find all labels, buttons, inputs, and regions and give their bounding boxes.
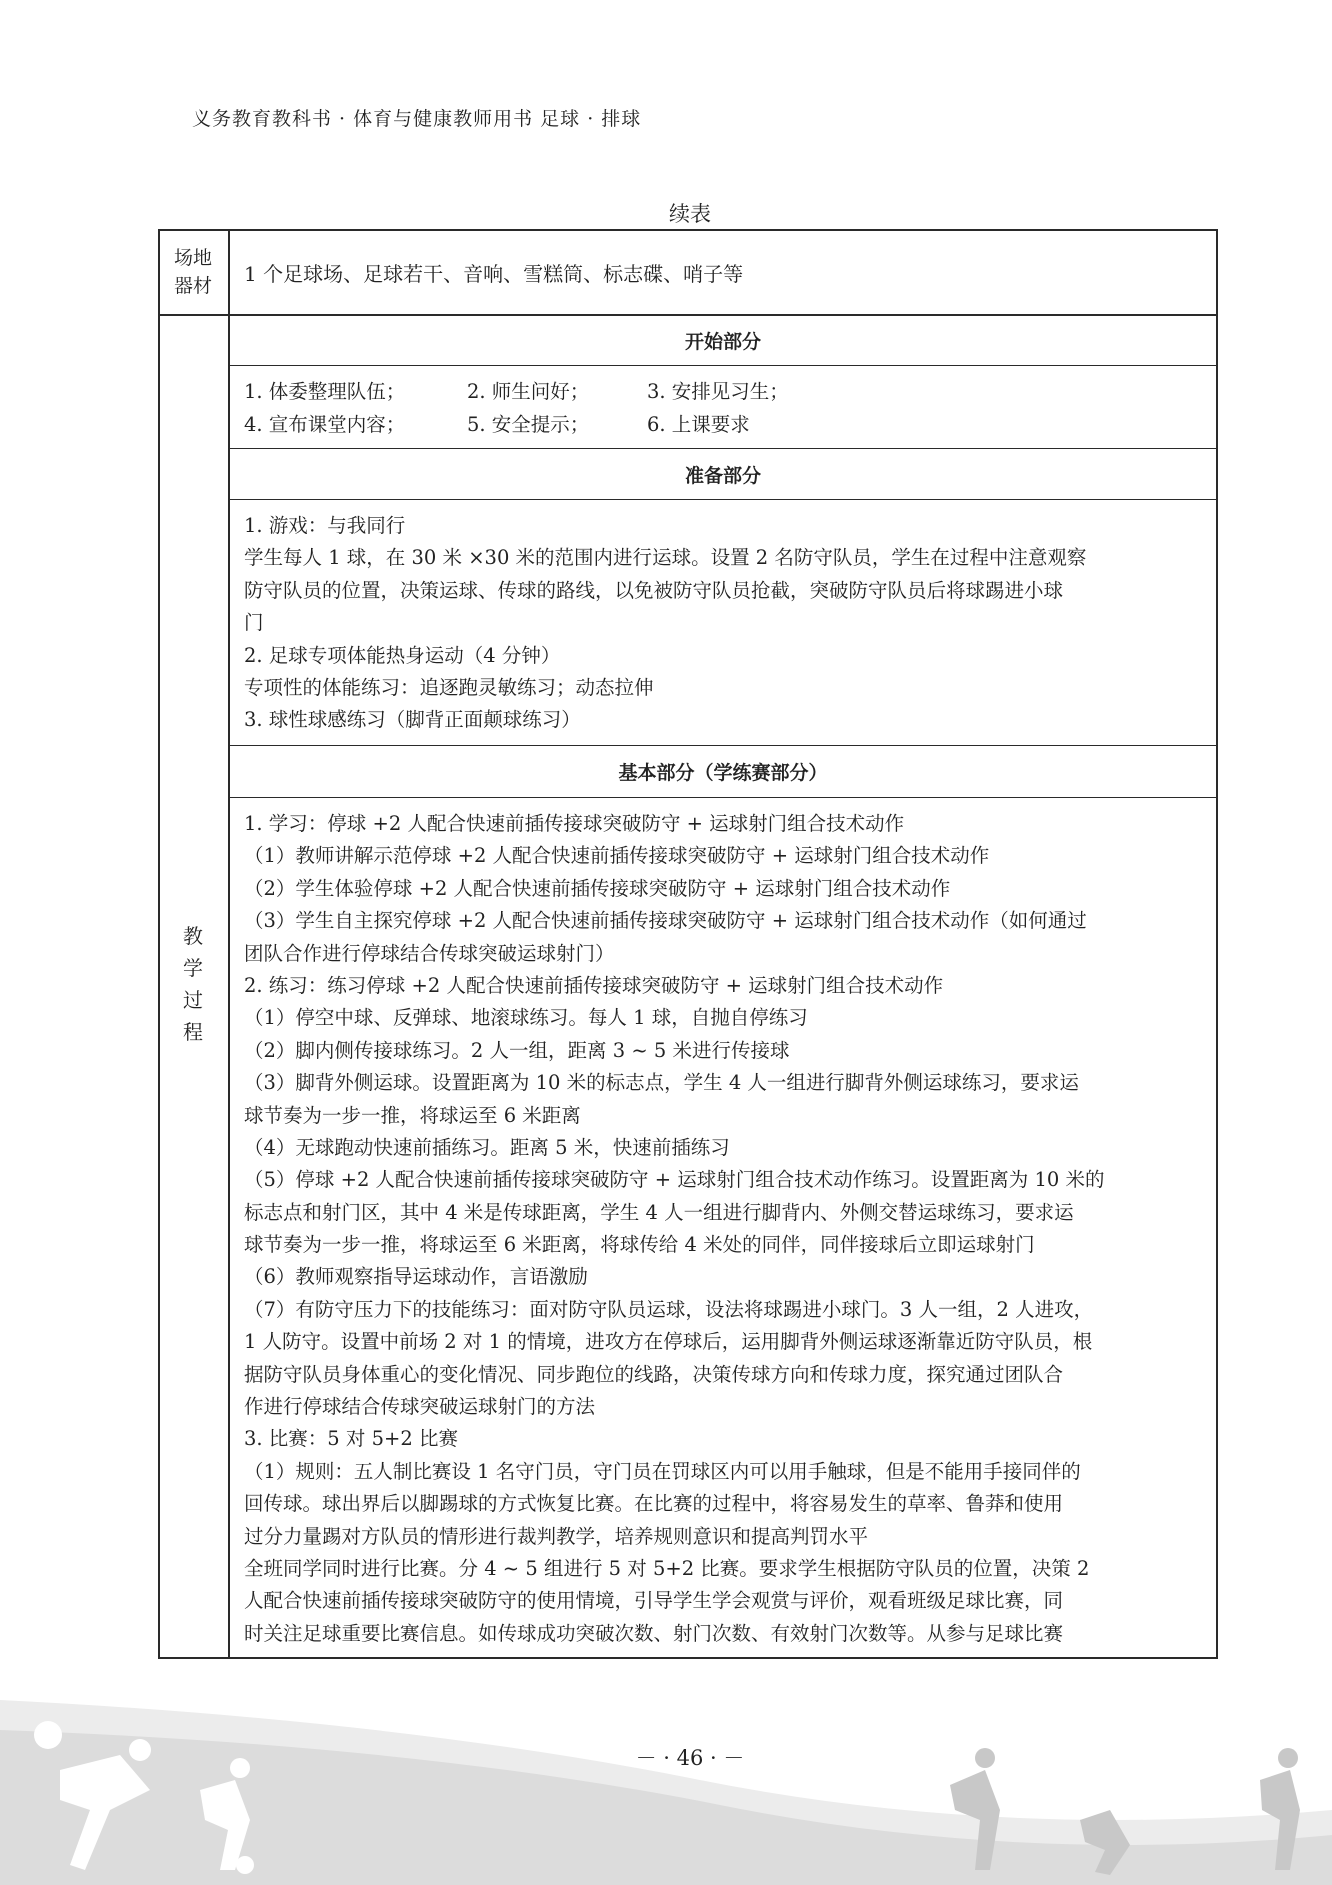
prep-line: 学生每人 1 球，在 30 米 ×30 米的范围内进行运球。设置 2 名防守队员，学生在过程中注意观察 bbox=[244, 546, 1087, 570]
basic-line: （3）学生自主探究停球 +2 人配合快速前插传接球突破防守 + 运球射门组合技术动作（如何通过 bbox=[244, 909, 1087, 933]
basic-line: 3. 比赛：5 对 5+2 比赛 bbox=[244, 1427, 458, 1451]
start-item: 1. 体委整理队伍； bbox=[244, 380, 406, 403]
footer-decoration bbox=[0, 1660, 1332, 1885]
prep-line: 2. 足球专项体能热身运动（4 分钟） bbox=[244, 643, 561, 667]
start-item: 5. 安全提示； bbox=[467, 413, 590, 436]
venue-label-line1: 场地 bbox=[173, 247, 212, 269]
row-divider-prep-head bbox=[229, 499, 1217, 500]
basic-line: （5）停球 +2 人配合快速前插传接球突破防守 + 运球射门组合技术动作练习。设置距离为 10 米的 bbox=[244, 1168, 1105, 1192]
prep-content bbox=[244, 510, 1204, 737]
basic-line: 2. 练习：练习停球 +2 人配合快速前插传接球突破防守 + 运球射门组合技术动作 bbox=[244, 973, 944, 997]
process-label-char: 过 bbox=[183, 988, 203, 1012]
basic-line: 过分力量踢对方队员的情形进行裁判教学，培养规则意识和提高判罚水平 bbox=[244, 1524, 869, 1548]
basic-line: （1）教师讲解示范停球 +2 人配合快速前插传接球突破防守 + 运球射门组合技术动作 bbox=[244, 844, 990, 868]
basic-line: （7）有防守压力下的技能练习：面对防守队员运球，设法将球踢进小球门。3 人一组，2 人进攻， bbox=[244, 1297, 1094, 1321]
venue-label bbox=[158, 229, 228, 315]
start-item: 3. 安排见习生； bbox=[647, 380, 789, 403]
basic-line: 1. 学习：停球 +2 人配合快速前插传接球突破防守 + 运球射门组合技术动作 bbox=[244, 812, 905, 835]
label-column-divider bbox=[228, 229, 230, 1659]
process-label-char: 教 bbox=[183, 924, 203, 948]
row-divider-venue bbox=[158, 314, 1218, 316]
prep-line: 1. 游戏：与我同行 bbox=[244, 514, 406, 537]
basic-line: （3）脚背外侧运球。设置距离为 10 米的标志点，学生 4 人一组进行脚背外侧运球练习，要求运 bbox=[244, 1071, 1079, 1095]
basic-line: 球节奏为一步一推，将球运至 6 米距离，将球传给 4 米处的同伴，同伴接球后立即运球射门 bbox=[244, 1233, 1035, 1257]
page-number: － · 46 · － bbox=[635, 1746, 745, 1770]
basic-line: 1 人防守。设置中前场 2 对 1 的情境，进攻方在停球后，运用脚背外侧运球逐渐靠近防守队员，根 bbox=[244, 1330, 1093, 1354]
row-divider-prep-body bbox=[229, 745, 1217, 746]
basic-line: 时关注足球重要比赛信息。如传球成功突破次数、射门次数、有效射门次数等。从参与足球比赛 bbox=[244, 1621, 1064, 1645]
basic-content bbox=[244, 808, 1204, 1650]
row-divider-start-head bbox=[229, 365, 1217, 366]
basic-line: 全班同学同时进行比赛。分 4 ~ 5 组进行 5 对 5+2 比赛。要求学生根据防守队员的位置，决策 2 bbox=[244, 1556, 1090, 1580]
section-title-prep: 准备部分 bbox=[684, 465, 761, 487]
basic-line: 团队合作进行停球结合传球突破运球射门） bbox=[244, 941, 615, 965]
running-header: 义务教育教科书 · 体育与健康教师用书 足球 · 排球 bbox=[192, 108, 642, 130]
prep-line: 3. 球性球感练习（脚背正面颠球练习） bbox=[244, 708, 581, 732]
basic-line: （2）学生体验停球 +2 人配合快速前插传接球突破防守 + 运球射门组合技术动作 bbox=[244, 876, 951, 900]
basic-line: 回传球。球出界后以脚踢球的方式恢复比赛。在比赛的过程中，将容易发生的草率、鲁莽和使用 bbox=[244, 1492, 1064, 1516]
row-divider-basic-head bbox=[229, 797, 1217, 798]
process-label-char: 学 bbox=[183, 956, 203, 980]
start-item: 4. 宣布课堂内容； bbox=[244, 413, 406, 436]
start-item: 6. 上课要求 bbox=[647, 413, 750, 436]
basic-line: 作进行停球结合传球突破运球射门的方法 bbox=[244, 1395, 596, 1419]
table-caption: 续表 bbox=[669, 202, 711, 226]
prep-line: 专项性的体能练习：追逐跑灵敏练习；动态拉伸 bbox=[244, 675, 654, 699]
basic-line: （2）脚内侧传接球练习。2 人一组，距离 3 ~ 5 米进行传接球 bbox=[244, 1038, 790, 1062]
basic-line: 球节奏为一步一推，将球运至 6 米距离 bbox=[244, 1103, 581, 1127]
basic-line: 标志点和射门区，其中 4 米是传球距离，学生 4 人一组进行脚背内、外侧交替运球练习，要求运 bbox=[244, 1200, 1074, 1224]
venue-text: 1 个足球场、足球若干、音响、雪糕筒、标志碟、哨子等 bbox=[244, 262, 744, 286]
basic-line: （6）教师观察指导运球动作，言语激励 bbox=[244, 1265, 588, 1289]
section-title-start: 开始部分 bbox=[684, 331, 761, 353]
process-label-char: 程 bbox=[183, 1020, 203, 1044]
prep-line: 门 bbox=[244, 611, 264, 635]
ball-icon bbox=[236, 1856, 254, 1874]
process-label bbox=[158, 920, 228, 1048]
basic-line: （1）规则：五人制比赛设 1 名守门员，守门员在罚球区内可以用手触球，但是不能用手接同伴的 bbox=[244, 1459, 1081, 1483]
basic-line: 人配合快速前插传接球突破防守的使用情境，引导学生学会观赏与评价，观看班级足球比赛，同 bbox=[244, 1589, 1064, 1613]
venue-label-line2: 器材 bbox=[173, 275, 212, 297]
basic-line: （4）无球跑动快速前插练习。距离 5 米，快速前插练习 bbox=[244, 1135, 730, 1159]
basic-line: 据防守队员身体重心的变化情况、同步跑位的线路，决策传球方向和传球力度，探究通过团队合 bbox=[244, 1362, 1064, 1386]
basic-line: （1）停空中球、反弹球、地滚球练习。每人 1 球，自抛自停练习 bbox=[244, 1006, 808, 1030]
start-item: 2. 师生问好； bbox=[467, 380, 590, 403]
prep-line: 防守队员的位置，决策运球、传球的路线，以免被防守队员抢截，突破防守队员后将球踢进小球 bbox=[244, 578, 1064, 602]
section-title-basic: 基本部分（学练赛部分） bbox=[618, 762, 828, 784]
row-divider-start-body bbox=[229, 448, 1217, 449]
